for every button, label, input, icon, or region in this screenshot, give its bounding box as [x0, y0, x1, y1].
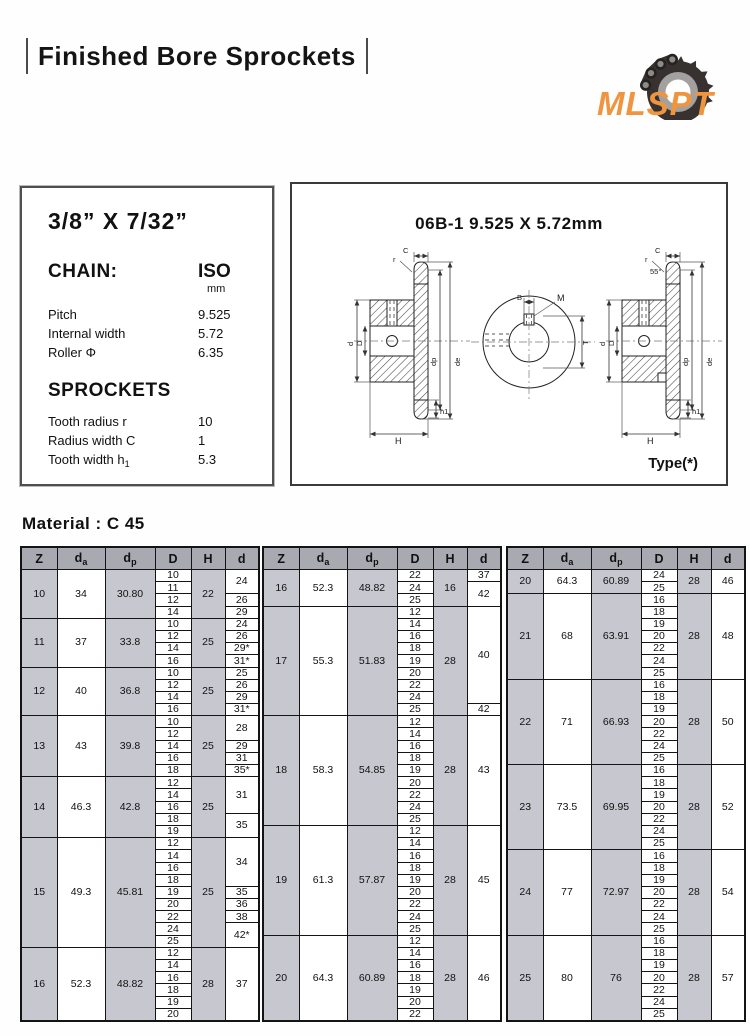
cell-D: 12	[155, 838, 191, 850]
cell-D: 24	[397, 911, 433, 923]
cell-z: 14	[21, 777, 57, 838]
cell-H: 25	[191, 618, 225, 667]
cell-D: 24	[641, 570, 677, 582]
cell-z: 21	[507, 594, 543, 679]
cell-D: 25	[397, 704, 433, 716]
cell-dp: 54.85	[347, 716, 397, 826]
cell-D: 22	[641, 813, 677, 825]
cell-H: 28	[677, 850, 711, 935]
cell-H: 28	[677, 935, 711, 1021]
cell-z: 11	[21, 618, 57, 667]
cell-D: 20	[155, 1008, 191, 1021]
cell-D: 25	[155, 935, 191, 947]
cell-D: 24	[641, 996, 677, 1008]
cell-da: 37	[57, 618, 105, 667]
cell-D: 18	[155, 765, 191, 777]
cell-d: 29*	[225, 643, 259, 655]
cell-D: 16	[155, 972, 191, 984]
col-header-H: H	[433, 547, 467, 570]
cell-D: 16	[641, 765, 677, 777]
cell-d: 24	[225, 618, 259, 630]
cell-H: 22	[191, 570, 225, 619]
cell-D: 18	[641, 862, 677, 874]
cell-D: 18	[641, 777, 677, 789]
cell-d: 31*	[225, 655, 259, 667]
col-header-Z: Z	[507, 547, 543, 570]
cell-dp: 39.8	[105, 716, 155, 777]
cell-D: 10	[155, 667, 191, 679]
cell-D: 14	[155, 789, 191, 801]
cell-d: 37	[225, 947, 259, 1021]
sprocket-table-2-slot	[262, 546, 502, 1022]
cell-z: 20	[263, 935, 299, 1021]
cell-d: 57	[711, 935, 745, 1021]
cell-d: 29	[225, 606, 259, 618]
cell-da: 61.3	[299, 825, 347, 935]
cell-D: 24	[397, 691, 433, 703]
cell-dp: 63.91	[591, 594, 641, 679]
cell-D: 25	[397, 813, 433, 825]
col-header-d: d	[467, 547, 501, 570]
cell-D: 22	[397, 1008, 433, 1021]
cell-H: 25	[191, 716, 225, 777]
cell-d: 26	[225, 679, 259, 691]
cell-D: 20	[397, 996, 433, 1008]
cell-d: 25	[225, 667, 259, 679]
cell-dp: 60.89	[347, 935, 397, 1021]
dim-label-C: C	[655, 246, 661, 255]
dim-label-H: H	[395, 436, 402, 446]
cell-da: 71	[543, 679, 591, 764]
technical-drawing-box	[290, 182, 728, 486]
cell-d: 50	[711, 679, 745, 764]
cell-D: 22	[641, 643, 677, 655]
cell-da: 77	[543, 850, 591, 935]
cell-D: 12	[397, 935, 433, 947]
spec-row-radius-width: Radius width C 1	[48, 433, 206, 448]
cell-D: 19	[641, 704, 677, 716]
cell-da: 80	[543, 935, 591, 1021]
cell-D: 12	[397, 825, 433, 837]
cell-dp: 30.80	[105, 570, 155, 619]
cell-D: 24	[397, 582, 433, 594]
col-header-dp: $d_p$	[591, 547, 641, 570]
cell-da: 55.3	[299, 606, 347, 716]
dim-label-T: T	[581, 340, 590, 345]
cell-D: 18	[397, 752, 433, 764]
dim-label-55deg: 55°	[650, 267, 662, 276]
cell-z: 16	[263, 570, 299, 607]
cell-H: 28	[191, 947, 225, 1021]
chain-size: 3/8” X 7/32”	[48, 208, 188, 234]
cell-D: 19	[397, 984, 433, 996]
cell-z: 17	[263, 606, 299, 716]
cell-d: 35	[225, 886, 259, 898]
cell-d: 29	[225, 740, 259, 752]
dim-label-dp: dp	[681, 357, 690, 366]
cell-D: 19	[155, 996, 191, 1008]
cell-D: 18	[397, 972, 433, 984]
cell-da: 68	[543, 594, 591, 679]
cell-D: 16	[397, 960, 433, 972]
left-section-view	[346, 246, 470, 446]
cell-dp: 48.82	[347, 570, 397, 607]
cell-d: 29	[225, 691, 259, 703]
cell-d: 45	[467, 825, 501, 935]
cell-D: 25	[641, 838, 677, 850]
sprockets-label: SPROCKETS	[48, 380, 171, 401]
cell-H: 25	[191, 777, 225, 838]
cell-D: 12	[397, 716, 433, 728]
cell-D: 14	[397, 618, 433, 630]
sprocket-table-3	[506, 546, 746, 1022]
cell-H: 28	[433, 606, 467, 716]
cell-D: 11	[155, 582, 191, 594]
dim-label-dp: dp	[429, 357, 438, 366]
spec-row-tooth-radius: Tooth radius r 10	[48, 414, 213, 429]
cell-d: 35*	[225, 765, 259, 777]
cell-d: 37	[467, 570, 501, 582]
cell-D: 12	[155, 594, 191, 606]
cell-z: 16	[21, 947, 57, 1021]
cell-D: 19	[397, 765, 433, 777]
sprocket-spec-rows	[48, 412, 256, 474]
cell-D: 16	[155, 655, 191, 667]
col-header-H: H	[677, 547, 711, 570]
sprocket-table-1	[20, 546, 260, 1022]
cell-H: 28	[433, 825, 467, 935]
cell-D: 25	[641, 1008, 677, 1021]
cell-D: 24	[641, 655, 677, 667]
cell-D: 22	[641, 984, 677, 996]
cell-D: 19	[397, 655, 433, 667]
cell-D: 18	[155, 813, 191, 825]
cell-D: 14	[397, 838, 433, 850]
front-view	[471, 290, 595, 400]
cell-D: 18	[155, 984, 191, 996]
cell-D: 14	[397, 728, 433, 740]
cell-dp: 69.95	[591, 765, 641, 850]
cell-z: 15	[21, 838, 57, 948]
cell-dp: 57.87	[347, 825, 397, 935]
cell-H: 25	[191, 838, 225, 948]
cell-D: 16	[397, 630, 433, 642]
cell-d: 42	[467, 704, 501, 716]
cell-d: 46	[467, 935, 501, 1021]
cell-z: 25	[507, 935, 543, 1021]
cell-d: 36	[225, 899, 259, 911]
cell-d: 34	[225, 838, 259, 887]
cell-da: 64.3	[543, 570, 591, 594]
cell-D: 14	[155, 740, 191, 752]
cell-D: 20	[641, 972, 677, 984]
cell-D: 16	[155, 862, 191, 874]
cell-D: 25	[641, 667, 677, 679]
cell-H: 28	[677, 594, 711, 679]
cell-z: 20	[507, 570, 543, 594]
cell-D: 22	[641, 728, 677, 740]
cell-D: 20	[155, 899, 191, 911]
cell-da: 40	[57, 667, 105, 716]
cell-z: 24	[507, 850, 543, 935]
spec-row-pitch: Pitch 9.525	[48, 307, 231, 322]
right-section-view	[598, 246, 722, 446]
cell-D: 16	[155, 801, 191, 813]
cell-d: 26	[225, 630, 259, 642]
cell-D: 20	[397, 777, 433, 789]
cell-da: 52.3	[57, 947, 105, 1021]
cell-D: 14	[155, 691, 191, 703]
cell-D: 14	[397, 947, 433, 959]
material-label: Material : C 45	[22, 514, 145, 533]
cell-H: 28	[677, 570, 711, 594]
cell-D: 20	[641, 630, 677, 642]
cell-D: 12	[397, 606, 433, 618]
cell-D: 22	[155, 911, 191, 923]
dim-label-D: D	[607, 340, 616, 346]
cell-D: 20	[641, 886, 677, 898]
cell-da: 52.3	[299, 570, 347, 607]
cell-D: 12	[155, 777, 191, 789]
cell-D: 24	[397, 801, 433, 813]
spec-row-internal-width: Internal width 5.72	[48, 326, 224, 341]
cell-D: 18	[641, 606, 677, 618]
col-header-da: $d_a$	[57, 547, 105, 570]
logo-text: MLSPT	[597, 85, 714, 120]
cell-D: 14	[155, 960, 191, 972]
cell-d: 48	[711, 594, 745, 679]
cell-D: 20	[397, 667, 433, 679]
cell-D: 19	[641, 960, 677, 972]
cell-z: 23	[507, 765, 543, 850]
cell-D: 10	[155, 570, 191, 582]
cell-D: 24	[641, 740, 677, 752]
chain-label: CHAIN:	[48, 261, 118, 282]
sprocket-drawings	[292, 242, 726, 476]
cell-D: 14	[155, 643, 191, 655]
cell-D: 16	[641, 850, 677, 862]
cell-D: 25	[397, 923, 433, 935]
cell-z: 12	[21, 667, 57, 716]
cell-D: 12	[155, 679, 191, 691]
cell-D: 25	[641, 582, 677, 594]
cell-D: 18	[397, 643, 433, 655]
cell-D: 16	[397, 740, 433, 752]
cell-d: 24	[225, 570, 259, 594]
cell-D: 16	[155, 752, 191, 764]
cell-D: 22	[397, 679, 433, 691]
cell-d: 43	[467, 716, 501, 826]
cell-D: 22	[397, 570, 433, 582]
cell-dp: 42.8	[105, 777, 155, 838]
cell-d: 28	[225, 716, 259, 740]
mlspt-logo	[596, 28, 746, 120]
cell-D: 20	[397, 886, 433, 898]
unit-label: mm	[207, 283, 226, 295]
cell-D: 14	[155, 606, 191, 618]
cell-D: 24	[641, 911, 677, 923]
col-header-dp: $d_p$	[105, 547, 155, 570]
col-header-D: D	[155, 547, 191, 570]
cell-D: 10	[155, 716, 191, 728]
cell-D: 25	[641, 923, 677, 935]
cell-D: 16	[155, 704, 191, 716]
cell-dp: 76	[591, 935, 641, 1021]
cell-da: 58.3	[299, 716, 347, 826]
col-header-D: D	[641, 547, 677, 570]
chain-spec-box	[20, 186, 274, 486]
cell-dp: 36.8	[105, 667, 155, 716]
dim-label-h1: h1	[692, 407, 701, 416]
col-header-H: H	[191, 547, 225, 570]
spec-row-roller: Roller Φ 6.35	[48, 345, 224, 360]
cell-z: 22	[507, 679, 543, 764]
dim-label-de: de	[705, 357, 714, 366]
dim-label-D: D	[355, 340, 364, 346]
cell-D: 16	[397, 850, 433, 862]
cell-dp: 33.8	[105, 618, 155, 667]
title-left-bar	[26, 38, 28, 74]
chain-spec-rows	[48, 305, 256, 362]
cell-da: 34	[57, 570, 105, 619]
cell-D: 10	[155, 618, 191, 630]
dim-label-B: B	[517, 293, 523, 302]
cell-D: 20	[641, 716, 677, 728]
cell-dp: 51.83	[347, 606, 397, 716]
cell-d: 35	[225, 813, 259, 837]
sprocket-table-1-slot	[20, 546, 260, 1022]
cell-D: 19	[155, 825, 191, 837]
cell-da: 64.3	[299, 935, 347, 1021]
cell-d: 38	[225, 911, 259, 923]
col-header-dp: $d_p$	[347, 547, 397, 570]
cell-dp: 45.81	[105, 838, 155, 948]
cell-H: 28	[433, 716, 467, 826]
cell-da: 49.3	[57, 838, 105, 948]
cell-D: 24	[641, 825, 677, 837]
col-header-da: $d_a$	[543, 547, 591, 570]
dim-label-H: H	[647, 436, 654, 446]
cell-D: 18	[155, 874, 191, 886]
cell-D: 24	[155, 923, 191, 935]
cell-z: 13	[21, 716, 57, 777]
sprocket-table-2	[262, 546, 502, 1022]
cell-D: 12	[155, 947, 191, 959]
cell-da: 73.5	[543, 765, 591, 850]
cell-D: 19	[641, 618, 677, 630]
dim-label-d: d	[598, 341, 607, 346]
cell-dp: 48.82	[105, 947, 155, 1021]
cell-D: 19	[155, 886, 191, 898]
cell-z: 10	[21, 570, 57, 619]
dim-label-M: M	[557, 293, 565, 303]
cell-d: 42*	[225, 923, 259, 947]
cell-da: 43	[57, 716, 105, 777]
dim-label-r: r	[645, 255, 648, 264]
cell-D: 22	[397, 789, 433, 801]
col-header-Z: Z	[21, 547, 57, 570]
cell-D: 25	[397, 594, 433, 606]
cell-z: 19	[263, 825, 299, 935]
col-header-d: d	[225, 547, 259, 570]
cell-D: 12	[155, 728, 191, 740]
cell-dp: 72.97	[591, 850, 641, 935]
cell-D: 19	[641, 789, 677, 801]
cell-D: 16	[641, 935, 677, 947]
dim-label-r: r	[393, 255, 396, 264]
cell-D: 12	[155, 630, 191, 642]
cell-d: 31	[225, 752, 259, 764]
cell-d: 46	[711, 570, 745, 594]
cell-H: 28	[677, 765, 711, 850]
page-header	[26, 38, 368, 74]
cell-d: 52	[711, 765, 745, 850]
col-header-da: $d_a$	[299, 547, 347, 570]
standard-label: ISO	[198, 261, 231, 282]
dim-label-C: C	[403, 246, 409, 255]
dim-label-d: d	[346, 341, 355, 346]
cell-D: 20	[641, 801, 677, 813]
cell-d: 42	[467, 582, 501, 606]
cell-d: 26	[225, 594, 259, 606]
sprocket-table-3-slot	[506, 546, 746, 1022]
col-header-d: d	[711, 547, 745, 570]
cell-H: 28	[433, 935, 467, 1021]
dim-label-de: de	[453, 357, 462, 366]
cell-D: 14	[155, 850, 191, 862]
cell-d: 40	[467, 606, 501, 704]
page-title: Finished Bore Sprockets	[38, 40, 356, 71]
cell-D: 16	[641, 594, 677, 606]
cell-D: 18	[641, 947, 677, 959]
cell-d: 31	[225, 777, 259, 814]
cell-D: 22	[641, 899, 677, 911]
cell-D: 19	[397, 874, 433, 886]
cell-D: 25	[641, 752, 677, 764]
cell-d: 31*	[225, 704, 259, 716]
cell-D: 16	[641, 679, 677, 691]
drawing-title: 06B-1 9.525 X 5.72mm	[415, 214, 603, 233]
cell-H: 16	[433, 570, 467, 607]
title-right-bar	[366, 38, 368, 74]
cell-D: 18	[641, 691, 677, 703]
col-header-Z: Z	[263, 547, 299, 570]
cell-dp: 60.89	[591, 570, 641, 594]
cell-D: 19	[641, 874, 677, 886]
cell-da: 46.3	[57, 777, 105, 838]
cell-D: 18	[397, 862, 433, 874]
cell-z: 18	[263, 716, 299, 826]
cell-H: 25	[191, 667, 225, 716]
type-label: Type(*)	[648, 455, 698, 472]
col-header-D: D	[397, 547, 433, 570]
cell-D: 22	[397, 899, 433, 911]
dim-label-h1: h1	[440, 407, 449, 416]
cell-d: 54	[711, 850, 745, 935]
spec-row-tooth-width: Tooth width $h_1$ 5.3	[48, 452, 217, 469]
cell-dp: 66.93	[591, 679, 641, 764]
cell-H: 28	[677, 679, 711, 764]
